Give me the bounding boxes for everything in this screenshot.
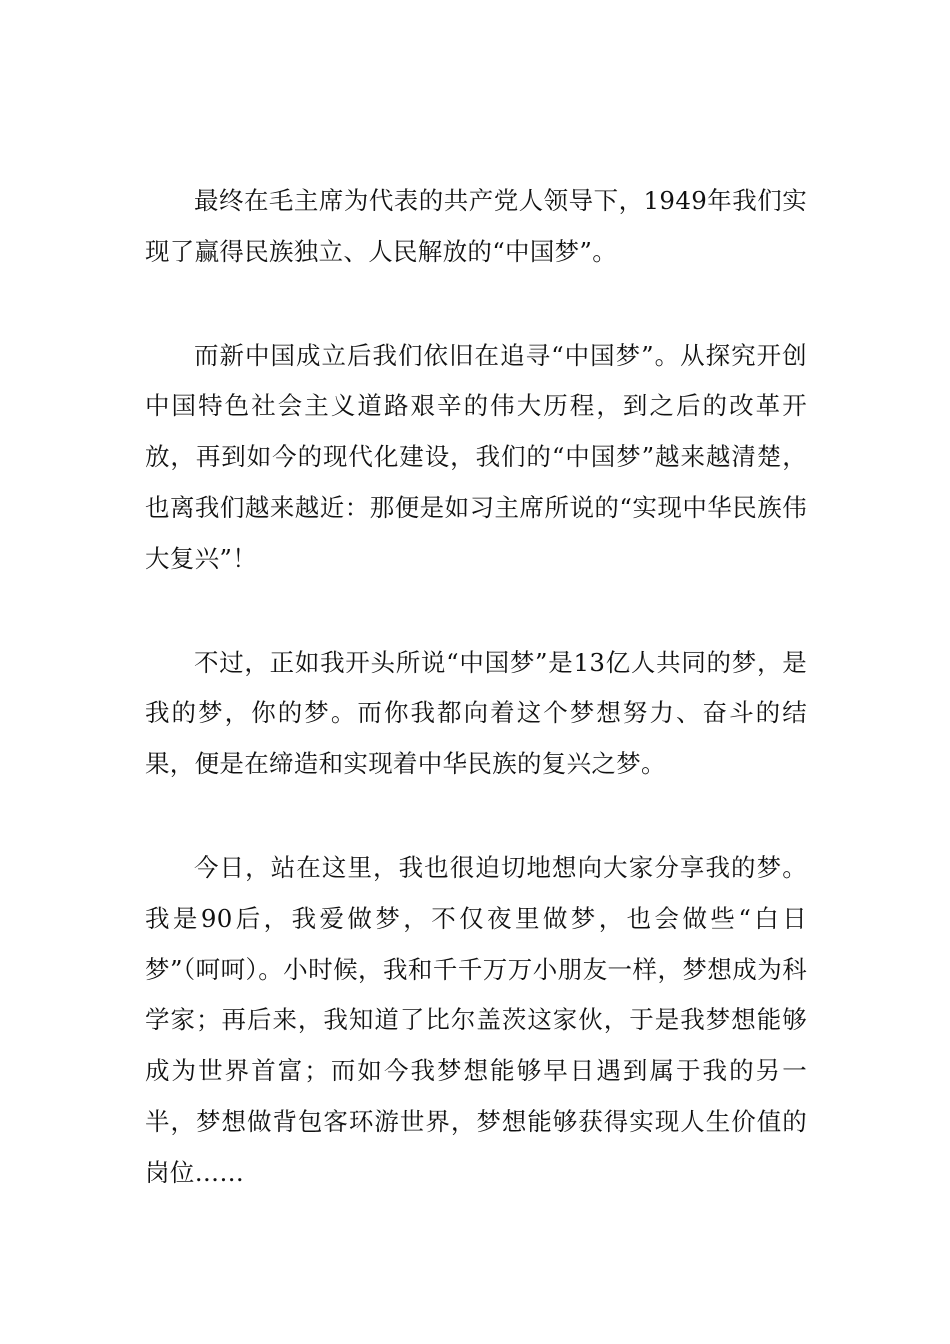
paragraph-1: 最终在毛主席为代表的共产党人领导下，1949年我们实现了赢得民族独立、人民解放的“中国梦”。 — [145, 186, 807, 266]
document-body — [145, 176, 807, 1199]
paragraph-3: 不过，正如我开头所说“中国梦”是13亿人共同的梦，是我的梦，你的梦。而你我都向着这个梦想努力、奋斗的结果，便是在缔造和实现着中华民族的复兴之梦。 — [145, 647, 807, 779]
paragraph-2: 而新中国成立后我们依旧在追寻“中国梦”。从探究开创中国特色社会主义道路艰辛的伟大历程，到之后的改革开放，再到如今的现代化建设，我们的“中国梦”越来越清楚，也离我们越来越近：那便是如习主席所说的“实现中华民族伟大复兴”！ — [145, 340, 807, 573]
paragraph-4: 今日，站在这里，我也很迫切地想向大家分享我的梦。我是90后，我爱做梦，不仅夜里做梦，也会做些“白日梦”（呵呵）。小时候，我和千千万万小朋友一样，梦想成为科学家；再后来，我知道了比尔盖茨这家伙，于是我梦想能够成为世界首富；而如今我梦想能够早日遇到属于我的另一半，梦想做背包客环游世界，梦想能够获得实现人生价值的岗位…… — [145, 852, 808, 1187]
